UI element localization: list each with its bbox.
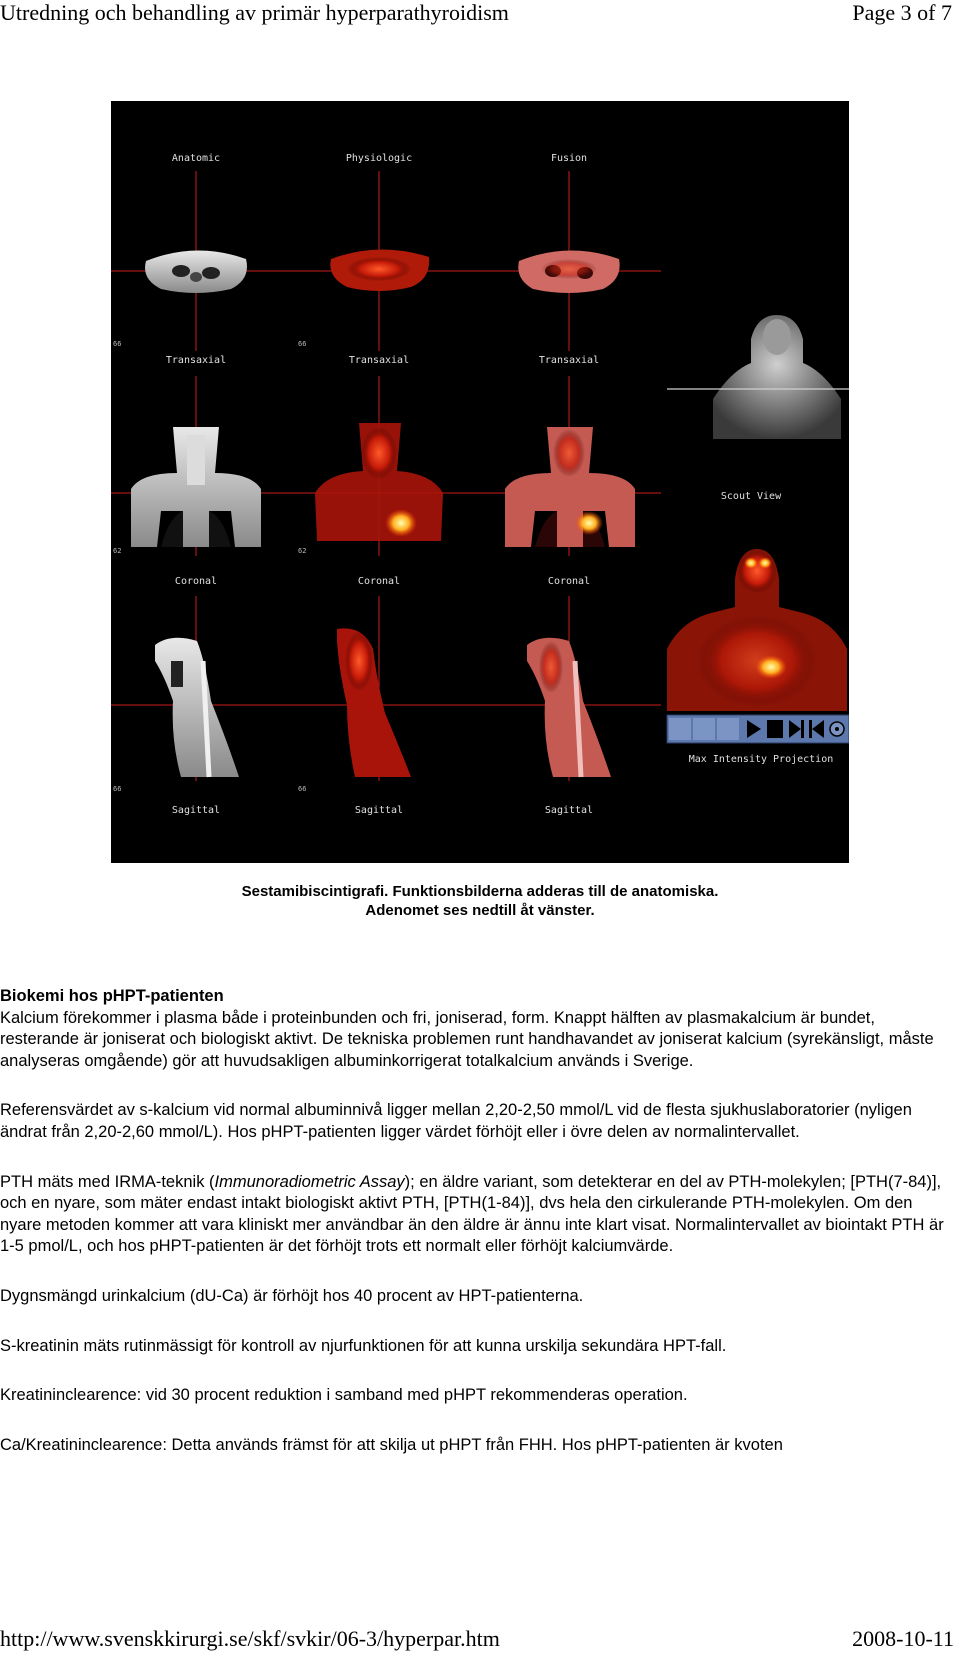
section-heading: Biokemi hos pHPT-patienten: [0, 987, 224, 1005]
page-number: Page 3 of 7: [852, 0, 952, 25]
label-coronal-1: Coronal: [174, 576, 218, 587]
slice-number-row3-b: 66: [298, 785, 307, 793]
caption-line-1: Sestamibiscintigrafi. Funktionsbilderna adderas till de anatomiska.: [241, 883, 719, 900]
footer-url: http://www.svenskkirurgi.se/skf/svkir/06-3/hyperpar.htm: [0, 1626, 500, 1651]
pen-icon: [717, 718, 739, 740]
paragraph-ca-ratio: Ca/Kreatininclearence: Detta används främst för att skilja ut pHPT från FHH. Hos pHPT-patienten är kvoten: [0, 1435, 783, 1454]
previous-icon: [809, 720, 812, 738]
pth-text-a: PTH mäts med IRMA-teknik (: [0, 1172, 215, 1191]
label-transaxial-2: Transaxial: [348, 355, 410, 366]
label-transaxial-1: Transaxial: [165, 355, 227, 366]
label-sagittal-1: Sagittal: [171, 805, 221, 816]
paragraph-creatinine: S-kreatinin mäts rutinmässigt för kontroll av njurfunktionen för att kunna urskilja sekundära HPT-fall.: [0, 1336, 727, 1355]
page-header: [0, 0, 960, 26]
article-body: [0, 986, 950, 1484]
label-physiologic: Physiologic: [345, 153, 413, 164]
paragraph-clearance: Kreatininclearence: vid 30 procent reduktion i samband med pHPT rekommenderas operation.: [0, 1386, 688, 1405]
paragraph-urine-calcium: Dygnsmängd urinkalcium (dU-Ca) är förhöjt hos 40 procent av HPT-patienterna.: [0, 1286, 584, 1305]
slice-number-row2-a: 62: [113, 547, 122, 555]
stop-icon: [767, 720, 783, 738]
label-anatomic: Anatomic: [171, 153, 221, 164]
caption-line-2: Adenomet ses nedtill åt vänster.: [365, 902, 595, 919]
paragraph-calcium: Kalcium förekommer i plasma både i proteinbunden och fri, joniserad, form. Knappt hälften av plasmakalcium är bundet, resterande är joniserat och biologiskt aktivt. De tekniska problemen runt handhavandet av joniserat kalcium (syrekänsligt, måste analyseras omgående) gör att huvudsakligen albuminkorrigerat totalkalcium används i Sverige.: [0, 1008, 934, 1070]
contrast-icon: [693, 718, 715, 740]
label-scout-view: Scout View: [720, 491, 782, 502]
label-coronal-2: Coronal: [357, 576, 401, 587]
label-max-intensity: Max Intensity Projection: [688, 754, 834, 765]
paragraph-reference-value: Referensvärdet av s-kalcium vid normal albuminnivå ligger mellan 2,20-2,50 mmol/L vid de flesta sjukhuslaboratorier (nyligen ändrat från 2,20-2,60 mmol/L). Hos pHPT-patienten ligger värdet förhöjt eller i övre delen av normalintervallet.: [0, 1101, 912, 1141]
label-transaxial-3: Transaxial: [538, 355, 600, 366]
slice-number-row2-b: 62: [298, 547, 307, 555]
scintigraphy-figure: [111, 101, 849, 863]
paragraph-pth: [0, 1172, 950, 1258]
figure-caption: [0, 882, 960, 920]
page-footer: [0, 1626, 960, 1652]
slice-number-row3-a: 66: [113, 785, 122, 793]
pth-text-b: ); en äldre variant, som detekterar en del av PTH-molekylen; [PTH(7-84)], och en nyare, som mäter endast intakt biologiskt aktivt PTH, [PTH(1-84)], dvs hela den cirkulerande PTH-molekylen. Om den nyare metoden kommer att vara kliniskt mer användbar än den äldre är ännu inte klart visat. Normalintervallet av biointakt PTH är 1-5 pmol/L, och hos pHPT-patienten är det förhöjt trots ett normalt eller förhöjt kalciumvärde.: [0, 1172, 944, 1256]
label-sagittal-3: Sagittal: [544, 805, 594, 816]
slice-number-row1-a: 66: [113, 340, 122, 348]
document-title: Utredning och behandling av primär hyperparathyroidism: [0, 0, 509, 25]
label-fusion: Fusion: [550, 153, 588, 164]
slice-number-row1-b: 66: [298, 340, 307, 348]
pth-assay-term: Immunoradiometric Assay: [214, 1172, 405, 1191]
label-coronal-3: Coronal: [547, 576, 591, 587]
label-sagittal-2: Sagittal: [354, 805, 404, 816]
footer-date: 2008-10-11: [852, 1626, 954, 1651]
hand-icon: [669, 718, 691, 740]
